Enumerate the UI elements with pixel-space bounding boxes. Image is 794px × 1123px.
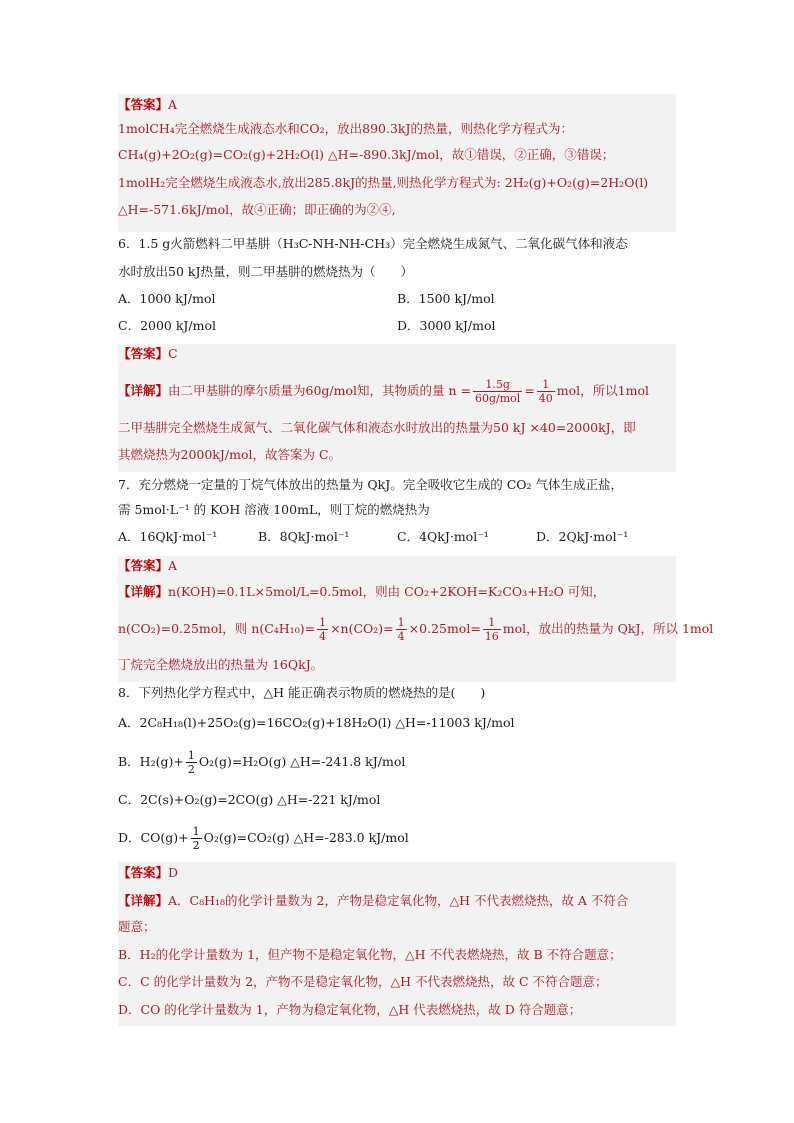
option-a: A．2C₈H₁₈(l)+25O₂(g)=16CO₂(g)+18H₂O(l) △H=-11003 kJ/mol	[118, 715, 515, 730]
fraction-denominator: 2	[187, 763, 195, 776]
question-6	[118, 232, 676, 342]
fraction	[396, 616, 407, 643]
explanation-text: n(KOH)=0.1L×5mol/L=0.5mol，则由 CO₂+2KOH=K₂CO₃+H₂O 可知，	[168, 584, 606, 599]
option-d: D．3000 kJ/mol	[397, 318, 496, 333]
explanation-line	[118, 373, 649, 409]
explanation-text: mol，所以1mol	[556, 383, 650, 398]
question-text: 7．充分燃烧一定量的丁烷气体放出的热量为 QkJ。完全吸收它生成的 CO₂ 气体生成正盐，	[118, 477, 624, 492]
fraction	[473, 378, 522, 405]
question-text: 8．下列热化学方程式中，△H 能正确表示物质的燃烧热的是( )	[118, 685, 486, 700]
answer-label	[118, 863, 178, 883]
answer-label	[118, 344, 178, 364]
option-text: O₂(g)=H₂O(g) △H=-241.8 kJ/mol	[198, 754, 406, 769]
equals-sign: =	[524, 383, 535, 398]
option-d	[118, 820, 409, 856]
option-text: O₂(g)=CO₂(g) △H=-283.0 kJ/mol	[203, 830, 409, 845]
explanation-line: 1molCH₄完全燃烧生成液态水和CO₂，放出890.3kJ的热量，则热化学方程式为：	[118, 121, 573, 136]
answer-block-6	[118, 344, 676, 472]
explanation-line	[118, 891, 628, 911]
answer-block-8	[118, 862, 676, 1026]
explanation-text: ×n(CO₂)=	[330, 621, 394, 636]
explanation-text: n(CO₂)=0.25mol，则 n(C₄H₁₀)=	[118, 621, 316, 636]
explanation-text: A	[168, 558, 178, 573]
explanation-text: 由二甲基肼的摩尔质量为60g/mol知，其物质的量 n =	[168, 383, 471, 398]
option-b: B．1500 kJ/mol	[397, 291, 495, 306]
explanation-line: 其燃烧热为2000kJ/mol，故答案为 C。	[118, 447, 342, 462]
question-text: 水时放出50 kJ热量，则二甲基肼的燃烧热为（ ）	[118, 264, 413, 279]
explanation-line: D．CO 的化学计量数为 1，产物为稳定氧化物，△H 代表燃烧热，故 D 符合题意；	[118, 1002, 582, 1017]
section-label: 【详解】	[118, 383, 169, 398]
section-label: 【详解】	[118, 584, 169, 599]
explanation-text: D	[168, 865, 179, 880]
section-label: 【答案】	[118, 865, 169, 880]
option-c: C．2000 kJ/mol	[118, 318, 217, 333]
option-c: C．4QkJ·mol⁻¹	[397, 529, 489, 544]
explanation-text: mol，放出的热量为 QkJ，所以 1mol	[502, 621, 714, 636]
fraction	[317, 616, 328, 643]
section-label: 【详解】	[118, 893, 169, 908]
fraction-numerator: 1	[397, 616, 405, 629]
fraction-denominator: 60g/mol	[474, 392, 521, 405]
fraction	[483, 616, 501, 643]
fraction-numerator: 1	[483, 616, 501, 630]
fraction-denominator: 2	[192, 839, 200, 852]
explanation-line: CH₄(g)+2O₂(g)=CO₂(g)+2H₂O(l) △H=-890.3kJ/mol，故①错误，②正确，③错误；	[118, 147, 615, 162]
answer-block-5	[118, 94, 676, 232]
fraction	[191, 825, 202, 852]
explanation-text	[118, 383, 471, 398]
answer-block-7	[118, 556, 714, 682]
fraction-numerator: 1	[187, 749, 195, 762]
section-label: 【答案】	[118, 558, 169, 573]
explanation-text: A．C₈H₁₈的化学计量数为 2，产物是稳定氧化物，△H 不代表燃烧热，故 A 不符合	[168, 893, 629, 908]
option-text: B．H₂(g)+	[118, 754, 184, 769]
fraction-denominator: 4	[319, 630, 327, 643]
option-text: D．CO(g)+	[118, 830, 189, 845]
answer-label	[118, 95, 177, 115]
option-c: C．2C(s)+O₂(g)=2CO(g) △H=-221 kJ/mol	[118, 792, 381, 807]
option-b	[118, 744, 405, 780]
explanation-text: A	[168, 97, 178, 112]
explanation-line: C．C 的化学计量数为 2，产物不是稳定氧化物，△H 不代表燃烧热，故 C 不符合题意；	[118, 974, 608, 989]
fraction-denominator: 16	[484, 630, 499, 643]
fraction-numerator: 1	[192, 825, 200, 838]
question-text: 需 5mol·L⁻¹ 的 KOH 溶液 100mL，则丁烷的燃烧热为	[118, 502, 430, 517]
fraction-denominator: 4	[397, 630, 405, 643]
explanation-line: 题意；	[118, 919, 156, 934]
question-text: 6．1.5 g火箭燃料二甲基肼（H₃C-NH-NH-CH₃）完全燃烧生成氮气、二氧化碳气体和液态	[118, 236, 628, 251]
option-b: B．8QkJ·mol⁻¹	[258, 529, 350, 544]
section-label: 【答案】	[118, 346, 169, 361]
explanation-line	[118, 582, 605, 602]
explanation-line: △H=-571.6kJ/mol，故④正确；即正确的为②④,	[118, 202, 396, 217]
explanation-line: B．H₂的化学计量数为 1，但产物不是稳定氧化物，△H 不代表燃烧热，故 B 不符合题意；	[118, 947, 622, 962]
explanation-line: 1molH₂完全燃烧生成液态水,放出285.8kJ的热量,则热化学方程式为: 2H₂(g)+O₂(g)=2H₂O(l)	[118, 175, 649, 190]
explanation-line	[118, 611, 713, 647]
explanation-text: ×0.25mol=	[408, 621, 481, 636]
fraction-denominator: 40	[538, 392, 553, 405]
option-a: A．1000 kJ/mol	[118, 291, 216, 306]
fraction-numerator: 1.5g	[473, 378, 522, 392]
explanation-line: 二甲基肼完全燃烧生成氮气、二氧化碳气体和液态水时放出的热量为50 kJ ×40=2000kJ，即	[118, 420, 636, 435]
explanation-line: 丁烷完全燃烧放出的热量为 16QkJ。	[118, 657, 324, 672]
answer-label	[118, 556, 177, 576]
question-7	[118, 474, 676, 556]
explanation-text: C	[168, 346, 178, 361]
fraction	[537, 378, 555, 405]
section-label: 【答案】	[118, 97, 169, 112]
question-8	[118, 682, 676, 862]
option-d: D．2QkJ·mol⁻¹	[536, 529, 629, 544]
fraction-numerator: 1	[537, 378, 555, 392]
option-a: A．16QkJ·mol⁻¹	[118, 529, 218, 544]
fraction-numerator: 1	[319, 616, 327, 629]
fraction	[186, 749, 197, 776]
